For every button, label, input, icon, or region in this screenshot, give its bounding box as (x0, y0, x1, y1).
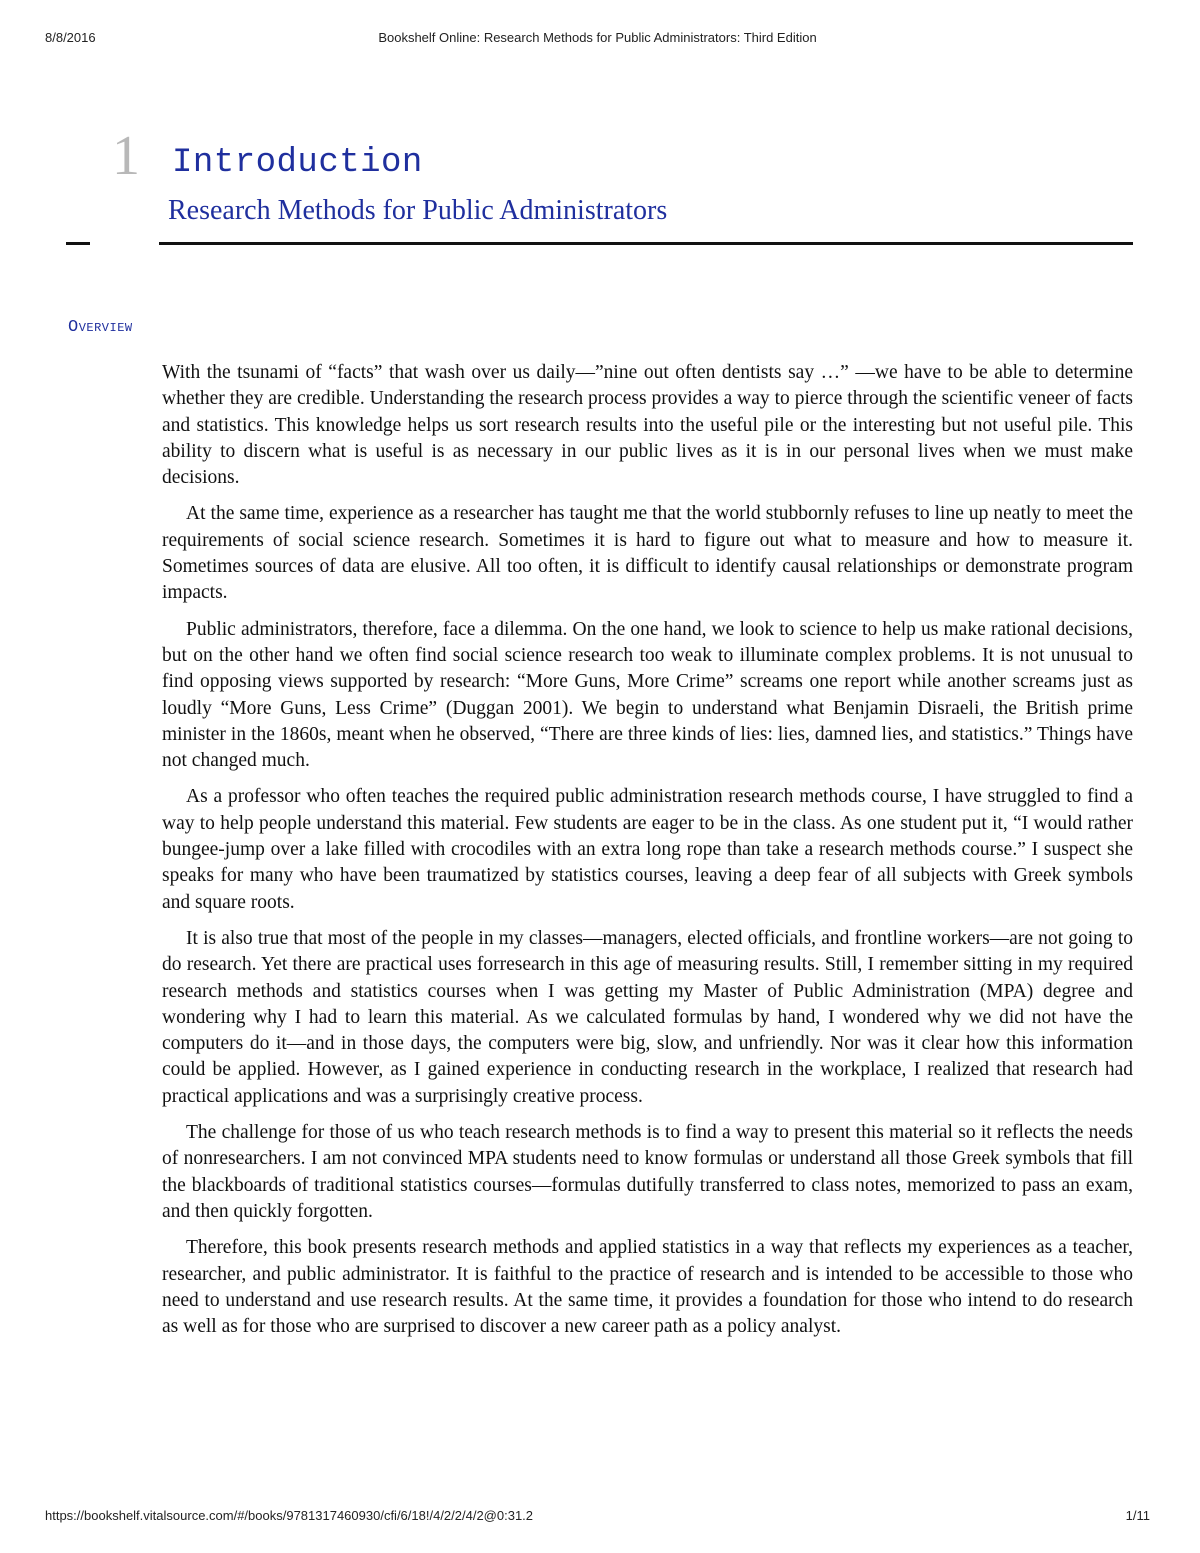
paragraph: With the tsunami of “facts” that wash over us daily—”nine out often dentists say …” —we have to be able to determine whether they are credible. Understanding the research process provides a way to pierce through the scientific veneer of facts and statistics. This knowledge helps us sort research results into the useful pile or the interesting but not useful pile. This ability to discern what is useful is as necessary in our public lives as it is in our personal lives when we must make decisions. (162, 362, 1133, 489)
print-url: https://bookshelf.vitalsource.com/#/books/9781317460930/cfi/6/18!/4/2/2/4/2@0:31.2 (45, 1508, 534, 1523)
paragraph: Public administrators, therefore, face a dilemma. On the one hand, we look to science to help us make rational decisions, but on the other hand we often find social science research too weak to illuminate complex problems. It is not unusual to find opposing views supported by research: “More Guns, More Crime” screams one report while another screams just as loudly “More Guns, Less Crime” (Duggan 2001). We begin to understand what Benjamin Disraeli, the British prime minister in the 1860s, meant when he observed, “There are three kinds of lies: lies, damned lies, and statistics.” Things have not changed much. (162, 618, 1133, 772)
print-page-title: Bookshelf Online: Research Methods for Public Administrators: Third Edition (378, 30, 817, 45)
section-heading-overview: Overview (68, 318, 133, 337)
chapter-title: Introduction (172, 144, 423, 182)
chapter-number: 1 (112, 125, 140, 187)
paragraph: As a professor who often teaches the required public administration research methods course, I have struggled to find a way to help people understand this material. Few students are eager to be in the class. As one student put it, “I would rather bungee-jump over a lake filled with crocodiles with an extra long rope than take a research methods course.” I suspect she speaks for many who have been traumatized by statistics courses, leaving a deep fear of all subjects with Greek symbols and square roots. (162, 786, 1133, 913)
paragraph: It is also true that most of the people in my classes—managers, elected officials, and frontline workers—are not going to do research. Yet there are practical uses forresearch in this age of measuring results. Still, I remember sitting in my required research methods and statistics courses when I was getting my Master of Public Administration (MPA) degree and wondering why I had to learn this material. As we calculated formulas by hand, I wondered why we did not have the computers do it—and in those days, the computers were big, slow, and unfriendly. Nor was it clear how this information could be applied. However, as I gained experience in conducting research in the workplace, I realized that research had practical applications and was a surprisingly creative process. (162, 927, 1133, 1107)
print-date: 8/8/2016 (45, 30, 96, 45)
chapter-rule-short (66, 242, 90, 245)
chapter-subtitle: Research Methods for Public Administrators (168, 195, 668, 226)
chapter-rule-long (159, 242, 1133, 245)
paragraph: At the same time, experience as a researcher has taught me that the world stubbornly refuses to line up neatly to meet the requirements of social science research. Sometimes it is hard to figure out what to measure and how to measure it. Sometimes sources of data are elusive. All too often, it is difficult to identify causal relationships or demonstrate program impacts. (162, 503, 1133, 604)
body-text (162, 360, 1133, 1350)
paragraph: The challenge for those of us who teach research methods is to find a way to present this material so it reflects the needs of nonresearchers. I am not convinced MPA students need to know formulas or understand all those Greek symbols that fill the blackboards of traditional statistics courses—formulas dutifully transferred to class notes, memorized to pass an exam, and then quickly forgotten. (162, 1122, 1133, 1222)
page-number: 1/11 (1125, 1508, 1150, 1523)
print-footer (45, 1508, 1150, 1528)
paragraph: Therefore, this book presents research methods and applied statistics in a way that reflects my experiences as a teacher, researcher, and public administrator. It is faithful to the practice of research and is intended to be accessible to those who need to understand and use research results. At the same time, it provides a foundation for those who intend to do research as well as for those who are surprised to discover a new career path as a policy analyst. (162, 1237, 1133, 1338)
print-header (45, 30, 1150, 50)
